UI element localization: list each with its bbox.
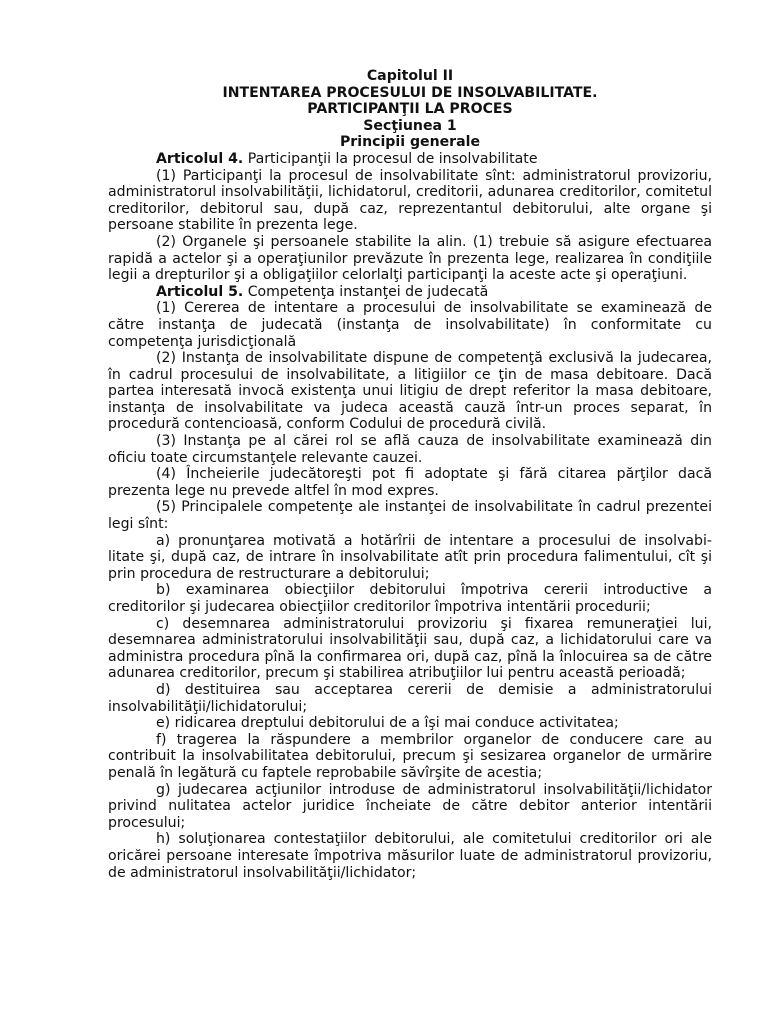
article-5-paragraph-3: (3) Instanţa pe al cărei rol se află cauza de insolvabilitate examinează din oficiu toate circumstanţele relevante cauzei. <box>108 433 712 466</box>
article-5-item-a: a) pronunţarea motivată a hotărîrii de intentare a procesului de insolvabi-litate şi, după caz, de intrare în insolvabilitate atît prin procedura falimentului, cît şi prin procedura de restructurare a debitorului; <box>108 532 712 582</box>
article-4-heading <box>108 151 712 168</box>
article-4-label: Articolul 4. <box>156 150 244 167</box>
article-4-title: Participanţii la procesul de insolvabilitate <box>243 150 538 167</box>
article-5-item-g: g) judecarea acţiunilor introduse de administratorul insolvabilităţii/lichidator privind nulitatea actelor juridice încheiate de către debitor anterior intentării procesului; <box>108 781 712 831</box>
article-5-item-f: f) tragerea la răspundere a membrilor organelor de conducere care au contribuit la insolvabilitatea debitorului, precum şi sesizarea organelor de urmărire penală în legătură cu faptele reprobabile săvîrşite de acestia; <box>108 731 712 781</box>
article-5-item-b: b) examinarea obiecţiilor debitorului împotriva cererii introductive a creditorilor şi judecarea obiecţiilor creditorilor împotriva intentării procedurii; <box>108 582 712 615</box>
article-5-item-e: e) ridicarea dreptului debitorului de a îşi mai conduce activitatea; <box>156 715 619 732</box>
article-4-paragraph-2: (2) Organele şi persoanele stabilite la alin. (1) trebuie să asigure efectuarea rapidă a actelor şi a operaţiunilor prevăzute în prezenta lege, realizarea în condiţiile legii a drepturilor şi a obligaţiilor celorlalţi participanţi la aceste acte şi operaţiuni. <box>108 233 712 284</box>
article-5-paragraph-2: (2) Instanţa de insolvabilitate dispune de competenţă exclusivă la judecarea, în cadrul procesului de insolvabilitate, a litigiilor ce ţin de masa debitoare. Dacă partea interesată invocă existenţa unui litigiu de drept referitor la masa debitoare, instanţa de insolvabilitate va judeca această cauză într-un proces separat, în procedură contencioasă, conform Codului de procedură civilă. <box>108 350 712 433</box>
article-5-label: Articolul 5. <box>156 283 244 300</box>
article-5-heading <box>108 284 712 301</box>
article-5-item-d: d) destituirea sau acceptarea cererii de demisie a administratorului insolvabilităţii/lichidatorului; <box>108 681 712 715</box>
article-5-paragraph-5: (5) Principalele competenţe ale instanţei de insolvabilitate în cadrul prezentei legi sînt: <box>108 499 712 533</box>
article-5-item-c: c) desemnarea administratorului provizoriu şi fixarea remuneraţiei lui, desemnarea administratorului insolvabilităţii sau, după caz, a lichidatorului care va administra procedura pînă la confirmarea ori, după caz, pînă la înlocuirea sa de către adunarea creditorilor, precum şi stabilirea atribuţiilor lui pentru această perioadă; <box>108 615 712 682</box>
document-page <box>108 68 712 881</box>
article-5-title: Competenţa instanţei de judecată <box>243 283 489 300</box>
article-5-item-h: h) soluţionarea contestaţiilor debitorului, ale comitetului creditorilor ori ale oricărei persoane interesate împotriva măsurilor luate de administratorul provizoriu, de administratorul insolvabilităţii/lichidator; <box>108 831 712 881</box>
article-4-paragraph-1: (1) Participanţi la procesul de insolvabilitate sînt: administratorul provizoriu, administratorul insolvabilităţii, lichidatorul, creditorii, adunarea creditorilor, comitetul creditorilor, debitorul sau, după caz, reprezentantul debitorului, alte organe şi persoane stabilite în prezenta lege. <box>108 167 712 234</box>
section-number: Secţiunea 1 <box>363 117 457 134</box>
article-5-paragraph-1: (1) Cererea de intentare a procesului de insolvabilitate se examinează de către instanţa de judecată (instanţa de insolvabilitate) în conformitate cu competenţa jurisdicţională <box>108 300 712 350</box>
chapter-number: Capitolul II <box>366 68 454 84</box>
chapter-title-line-1: INTENTAREA PROCESULUI DE INSOLVABILITATE. <box>222 84 598 101</box>
chapter-title-line-2: PARTICIPANŢII LA PROCES <box>307 101 513 118</box>
article-5-paragraph-4: (4) Încheierile judecătoreşti pot fi adoptate şi fără citarea părţilor dacă prezenta lege nu prevede altfel în mod expres. <box>108 466 712 499</box>
section-title: Principii generale <box>339 134 481 151</box>
